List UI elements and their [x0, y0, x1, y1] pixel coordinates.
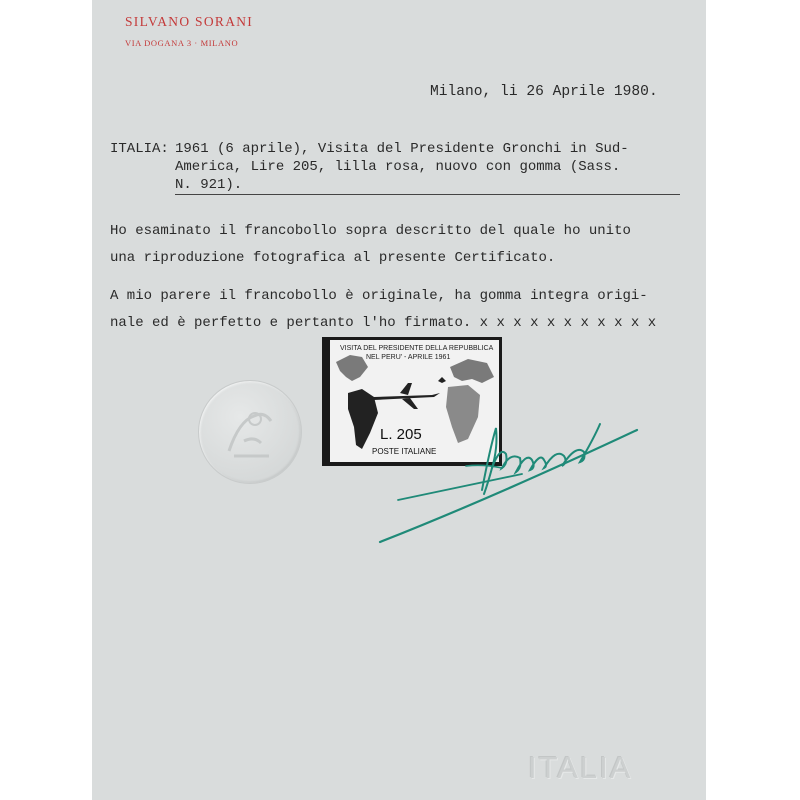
body-line: A mio parere il francobollo è originale, ha gomma integra origi- [110, 288, 648, 304]
stamp-value: L. 205 [380, 426, 422, 443]
stamp-header-2: NEL PERU' - APRILE 1961 [366, 354, 451, 361]
body-line: una riproduzione fotografica al presente Certificato. [110, 250, 556, 266]
letterhead-name: SILVANO SORANI [125, 14, 254, 29]
body-line: nale ed è perfetto e pertanto l'ho firmato. x x x x x x x x x x x [110, 315, 657, 331]
seal-figure-icon [199, 381, 301, 483]
paper-watermark: ITALIA [528, 750, 633, 785]
stamp-country: POSTE ITALIANE [372, 447, 437, 456]
description-line: America, Lire 205, lilla rosa, nuovo con gomma (Sass. [175, 159, 621, 175]
body-line: Ho esaminato il francobollo sopra descritto del quale ho unito [110, 223, 631, 239]
description-line: 1961 (6 aprile), Visita del Presidente Gronchi in Sud- [175, 141, 629, 157]
description-underline [175, 194, 680, 195]
handwritten-signature [372, 408, 642, 548]
embossed-seal [198, 380, 302, 484]
date-line: Milano, li 26 Aprile 1980. [430, 84, 658, 100]
letterhead-address: VIA DOGANA 3 · MILANO [125, 38, 239, 48]
stamp-header-1: VISITA DEL PRESIDENTE DELLA REPUBBLICA [340, 345, 494, 352]
description-label: ITALIA: [110, 141, 169, 157]
description-line: N. 921). [175, 177, 243, 193]
